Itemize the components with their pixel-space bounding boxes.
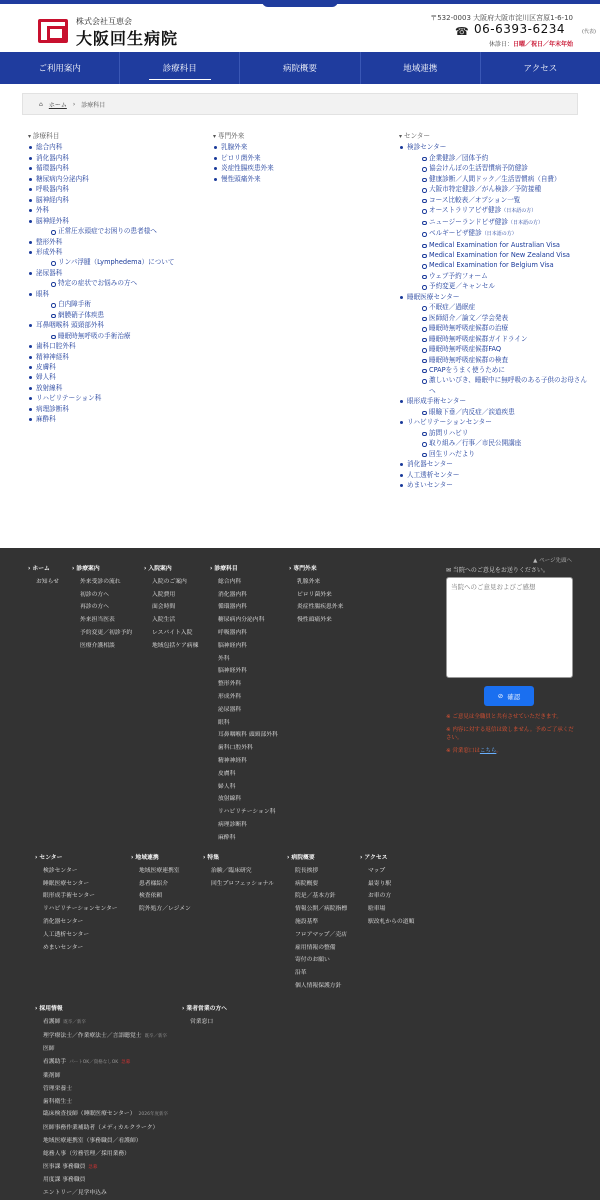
footer-link[interactable]: 病院概要 (295, 880, 319, 887)
sub-list-item[interactable] (399, 438, 589, 448)
footer-link[interactable]: 沿革 (295, 970, 307, 977)
item-label: 皮膚科 (36, 362, 56, 371)
item-label: ニュージーランドビザ健診 (429, 217, 508, 226)
list-item[interactable] (28, 320, 208, 330)
breadcrumb-sep: › (72, 100, 76, 108)
item-label: 予約変更／キャンセル (429, 282, 495, 291)
footer-link[interactable]: 個人情報保護方針 (295, 982, 342, 989)
item-label: Medical Examination for Belgium Visa (429, 261, 554, 270)
list-item[interactable] (28, 205, 208, 215)
item-label: 消化器内科 (36, 153, 69, 162)
sub-list-item[interactable] (28, 299, 208, 309)
submit-label: 確認 (507, 692, 521, 701)
footer-link[interactable]: 地域包括ケア病棟 (152, 642, 199, 649)
item-label: 炎症性腸疾患外来 (221, 164, 274, 173)
feedback-note-3 (446, 747, 576, 755)
footer-group (287, 852, 347, 993)
breadcrumb-current: 診療科目 (81, 101, 106, 109)
sub-list-item[interactable] (28, 226, 208, 236)
item-label: 泌尿器科 (36, 268, 63, 277)
sub-list-item[interactable] (399, 260, 589, 270)
sub-list-item[interactable] (399, 323, 589, 333)
footer-link[interactable]: 営業窓口 (190, 1018, 214, 1025)
sales-window-link[interactable]: こちら (479, 748, 497, 754)
list-item[interactable] (28, 383, 208, 393)
footer-link[interactable]: 脳神経外科 (218, 668, 247, 675)
footer-link-label: 用度課 事務職員 (43, 1177, 86, 1184)
footer-link[interactable]: 入院費用 (152, 591, 176, 598)
nav-about[interactable]: 病院概要 (240, 52, 360, 84)
footer-link[interactable]: フロアマップ／売店 (295, 931, 347, 938)
item-label: 耳鼻咽喉科 頭頸部外科 (36, 321, 105, 330)
footer-link[interactable]: 歯科口腔外科 (218, 745, 253, 752)
item-label: ベルギービザ健診 (429, 229, 482, 238)
corp-name: 株式会社互恵会 (76, 17, 132, 26)
departments-column (28, 131, 208, 425)
footer-link[interactable]: 皮膚科 (218, 770, 236, 777)
footer-link[interactable] (35, 1043, 168, 1056)
section-heading: ▾ 診療科目 (28, 131, 208, 142)
footer-link[interactable]: 治験／臨床研究 (211, 867, 252, 874)
footer-link-label: 管理栄養士 (43, 1085, 72, 1092)
footer-link[interactable]: めまいセンター (43, 944, 84, 951)
sub-list-item[interactable] (399, 449, 589, 459)
list-item[interactable] (28, 184, 208, 194)
footer-link[interactable]: 眼形成手術センター (43, 893, 95, 900)
footer-group-heading[interactable]: › 入院案内 (144, 563, 198, 576)
sub-list-item[interactable] (399, 217, 589, 228)
list-item[interactable] (28, 404, 208, 414)
footer-link-label: 看護助手 (43, 1059, 67, 1066)
section-heading: ▾ センター (399, 131, 589, 142)
sub-list-item[interactable] (399, 163, 589, 173)
list-item[interactable] (28, 247, 208, 257)
sub-list-item[interactable] (399, 195, 589, 205)
list-item[interactable] (213, 153, 393, 163)
item-label: 婦人科 (36, 373, 56, 382)
item-label: 人工透析センター (407, 470, 460, 479)
sub-list-item[interactable] (399, 407, 589, 417)
feedback-label: ✉ 当院へのご意見をお送りください。 (446, 567, 549, 574)
sub-list-item[interactable] (399, 228, 589, 239)
sub-list-item[interactable] (399, 355, 589, 365)
list-item[interactable] (399, 459, 589, 469)
list-item[interactable] (399, 396, 589, 406)
footer-link[interactable]: 呼吸器内科 (218, 629, 247, 636)
footer-link[interactable]: 患者様紹介 (139, 880, 168, 887)
footer-link[interactable]: 睡眠医療センター (43, 880, 90, 887)
footer-link[interactable]: 予約変更／初診予約 (80, 629, 133, 636)
item-label: 大阪市特定健診／がん検診／予防接種 (429, 185, 542, 194)
footer-group-heading[interactable]: › 診療案内 (72, 563, 132, 576)
footer-link[interactable]: ピロリ菌外来 (297, 591, 332, 598)
footer-link[interactable]: 雇用情報の整備 (295, 944, 336, 951)
footer-link[interactable]: 炎症性腸疾患外来 (297, 604, 344, 611)
sub-list-item[interactable] (399, 174, 589, 184)
item-label: めまいセンター (407, 480, 453, 489)
centers-column (399, 131, 589, 490)
sub-list-item[interactable] (399, 153, 589, 163)
footer-link[interactable] (35, 1148, 168, 1161)
sub-list-item[interactable] (28, 331, 208, 341)
footer-link[interactable]: お知らせ (36, 578, 60, 585)
footer-link[interactable] (35, 1122, 168, 1135)
sub-list-item[interactable] (399, 428, 589, 438)
footer-link[interactable]: 寄付のお願い (295, 957, 330, 964)
submit-button[interactable] (484, 686, 534, 706)
item-label: 外科 (36, 206, 50, 215)
item-label: CPAPをうまく使うために (429, 365, 505, 374)
sub-list-item[interactable] (399, 281, 589, 291)
sub-list-item[interactable] (399, 344, 589, 354)
breadcrumb-home[interactable]: ホーム (48, 101, 67, 109)
urgent-badge: 急募 (88, 1164, 98, 1170)
item-label: 睡眠時無呼吸症候群ガイドライン (429, 334, 528, 343)
item-label: 網膜硝子体疾患 (58, 310, 105, 319)
footer-link[interactable]: 乳腺外来 (297, 578, 321, 585)
footer-link[interactable]: 院是／基本方針 (295, 893, 336, 900)
item-label: 睡眠時無呼吸の手術治療 (58, 331, 131, 340)
list-item[interactable] (28, 142, 208, 152)
footer-link[interactable]: 施設基準 (295, 918, 319, 925)
item-label: 不眠症／過眠症 (429, 303, 476, 312)
item-label: 眼形成手術センター (407, 397, 467, 406)
footer-link[interactable] (35, 1096, 168, 1109)
check-circle-icon: ⊘ (497, 692, 504, 700)
list-item[interactable] (399, 142, 589, 152)
hospital-logo-icon[interactable] (38, 19, 68, 43)
item-label: 精神神経科 (36, 352, 69, 361)
footer-link-label: 地域医療連携室（事務職員／看護師） (43, 1137, 142, 1144)
sub-list-item[interactable] (399, 184, 589, 194)
footer-link[interactable]: 初診の方へ (80, 591, 109, 598)
list-item[interactable] (28, 174, 208, 184)
item-label: 睡眠時無呼吸症候群FAQ (429, 345, 502, 354)
footer-link[interactable] (35, 1174, 168, 1187)
list-item[interactable] (28, 362, 208, 372)
item-note: （日本語の方） (481, 231, 517, 238)
item-label: Medical Examination for New Zealand Visa (429, 250, 570, 259)
footer-link[interactable]: 婦人科 (218, 783, 236, 790)
footer-link[interactable] (35, 1187, 168, 1200)
footer-link[interactable]: 回生プロフェッショナル (211, 880, 275, 887)
footer-group-heading[interactable]: › 採用情報 (35, 1003, 168, 1016)
footer-link[interactable] (35, 1070, 168, 1083)
item-label: 眼瞼下垂／内反症／涙道疾患 (429, 407, 515, 416)
item-label: 企業健診／団体予約 (429, 153, 489, 162)
footer-link[interactable]: 外来受診の流れ (80, 578, 121, 585)
list-item[interactable] (399, 417, 589, 427)
item-label: 特定の症状でお悩みの方へ (58, 279, 138, 288)
footer-link[interactable]: マップ (368, 867, 386, 874)
item-label: 睡眠時無呼吸症候群の検査 (429, 355, 509, 364)
footer-link[interactable] (35, 1135, 168, 1148)
holiday-value: 日曜／祝日／年末年始 (512, 41, 573, 48)
item-label: 睡眠医療センター (407, 292, 460, 301)
item-label: 健康診断／人間ドック／生活習慣病（自費） (429, 174, 561, 183)
item-label: 呼吸器内科 (36, 185, 69, 194)
footer (0, 548, 600, 1200)
item-note: （日本語の方） (501, 208, 537, 215)
footer-link[interactable]: 外来担当医表 (80, 617, 115, 624)
list-item[interactable] (28, 163, 208, 173)
list-item[interactable] (399, 470, 589, 480)
home-icon[interactable]: ⌂ (39, 100, 43, 108)
item-label: 取り組み／行事／市民公開講座 (429, 439, 522, 448)
feedback-note-3-suffix: 。 (496, 748, 502, 754)
phone-number[interactable]: 06-6393-6234 (474, 22, 566, 36)
item-label: 整形外科 (36, 237, 63, 246)
nav-community[interactable]: 地域連携 (361, 52, 481, 84)
item-label: 消化器センター (407, 460, 453, 469)
item-label: 循環器内科 (36, 164, 69, 173)
footer-link[interactable]: 病理診断科 (218, 821, 247, 828)
footer-group (144, 563, 198, 653)
footer-group (289, 563, 343, 627)
item-label: リンパ浮腫（Lymphedema）について (58, 258, 175, 267)
footer-link[interactable] (35, 1056, 168, 1070)
footer-link[interactable]: 院長挨拶 (295, 867, 319, 874)
item-label: Medical Examination for Australian Visa (429, 240, 560, 249)
footer-link[interactable]: 眼科 (218, 719, 230, 726)
breadcrumb (22, 93, 578, 115)
item-label: 歯科口腔外科 (36, 342, 76, 351)
footer-link[interactable]: 駅改札からの道順 (368, 918, 415, 925)
back-to-top-link[interactable]: ▲ ページ先頭へ (533, 558, 572, 564)
item-label: ピロリ菌外来 (221, 153, 261, 162)
list-item[interactable] (28, 289, 208, 299)
footer-link[interactable]: 入院生活 (152, 617, 176, 624)
footer-group (203, 852, 274, 890)
item-label: 眼科 (36, 289, 50, 298)
item-label: 総合内科 (36, 143, 63, 152)
item-label: 形成外科 (36, 247, 63, 256)
item-label: 回生リハだより (429, 449, 475, 458)
sub-list-item[interactable] (399, 250, 589, 260)
sub-list-item[interactable] (399, 240, 589, 250)
top-accent-tab (262, 0, 338, 7)
footer-group-heading[interactable]: › ホーム (28, 563, 59, 576)
footer-group-heading[interactable]: › 専門外来 (289, 563, 343, 576)
holiday-info (489, 39, 573, 48)
footer-group (131, 852, 191, 916)
footer-link[interactable]: 最寄り駅 (368, 880, 392, 887)
footer-link[interactable]: 検査依頼 (139, 893, 163, 900)
feedback-note-3-text: ※ 営業窓口は (446, 748, 480, 754)
footer-link[interactable]: 医療介護相談 (80, 642, 115, 649)
list-item[interactable] (399, 480, 589, 490)
footer-link[interactable]: 整形外科 (218, 681, 242, 688)
footer-group-heading[interactable]: › アクセス (360, 852, 414, 865)
footer-group (72, 563, 132, 653)
footer-group-heading[interactable]: › 業者営業の方へ (182, 1003, 227, 1016)
footer-group-heading[interactable]: › 病院概要 (287, 852, 347, 865)
footer-link[interactable]: お車の方 (368, 893, 392, 900)
item-label: 糖尿病内分泌内科 (36, 174, 89, 183)
list-item[interactable] (28, 352, 208, 362)
footer-group-heading[interactable]: › 地域連携 (131, 852, 191, 865)
footer-link[interactable]: 総合内科 (218, 578, 242, 585)
footer-link[interactable]: 面会時間 (152, 604, 176, 611)
item-label: 検診センター (407, 143, 447, 152)
feedback-note-1: ※ ご意見は全職員と共有させていただきます。 (446, 714, 562, 720)
footer-link-label: 歯科衛生士 (43, 1098, 72, 1105)
list-item[interactable] (213, 174, 393, 184)
item-label: オーストラリアビザ健診 (429, 206, 502, 215)
sub-list-item[interactable] (28, 278, 208, 288)
phone-note: (代表) (582, 29, 596, 35)
footer-link-note: 2026年度新卒 (138, 1112, 168, 1118)
footer-link[interactable] (35, 1083, 168, 1096)
sub-list-item[interactable] (399, 334, 589, 344)
main-nav (0, 52, 600, 84)
footer-link[interactable]: レスパイト入院 (152, 629, 193, 636)
sub-list-item[interactable] (399, 313, 589, 323)
footer-link[interactable]: 慢性頭痛外来 (297, 617, 332, 624)
section-heading: ▾ 専門外来 (213, 131, 393, 142)
footer-group (210, 563, 278, 845)
item-label: 慢性頭痛外来 (221, 174, 261, 183)
footer-link[interactable]: 地域医療連携室 (139, 867, 180, 874)
sub-list-item[interactable] (399, 375, 589, 396)
item-label: 激しいいびき、睡眠中に無呼吸のある子供のお母さんへ (429, 376, 587, 395)
list-item[interactable] (28, 153, 208, 163)
footer-group (28, 563, 59, 589)
footer-group (35, 852, 118, 954)
footer-link-label: エントリー／見学申込み (43, 1190, 107, 1197)
list-item[interactable] (213, 163, 393, 173)
list-item[interactable] (28, 268, 208, 278)
sub-list-item[interactable] (28, 310, 208, 320)
footer-link[interactable]: 精神神経科 (218, 757, 247, 764)
footer-group (360, 852, 414, 929)
footer-link[interactable] (35, 1016, 168, 1030)
item-label: 白内障手術 (58, 300, 91, 309)
footer-link-label: 医事課 事務職員 (43, 1163, 86, 1170)
footer-link[interactable]: リハビリテーションセンター (43, 906, 118, 913)
footer-group (182, 1003, 227, 1029)
item-label: リハビリテーション科 (36, 394, 102, 403)
footer-link[interactable]: 脳神経内科 (218, 642, 247, 649)
list-item[interactable] (28, 372, 208, 382)
list-item[interactable] (28, 216, 208, 226)
footer-link[interactable]: 人工透析センター (43, 931, 90, 938)
footer-link-note: 既卒／新卒 (144, 1033, 168, 1039)
footer-link[interactable] (35, 1161, 168, 1175)
footer-link-note: パートOK／資格なしOK (69, 1060, 119, 1066)
footer-link[interactable]: 再診の方へ (80, 604, 109, 611)
footer-link[interactable]: 入院のご案内 (152, 578, 187, 585)
footer-group-heading[interactable]: › 診療科目 (210, 563, 278, 576)
item-label: 訪問リハビリ (429, 428, 469, 437)
footer-link[interactable]: 駐車場 (368, 906, 386, 913)
footer-link[interactable]: 泌尿器科 (218, 706, 242, 713)
footer-link[interactable]: 放射線科 (218, 796, 242, 803)
nav-departments[interactable]: 診療科目 (120, 52, 240, 84)
nav-access[interactable]: アクセス (523, 64, 558, 74)
footer-link[interactable]: 消化器内科 (218, 591, 247, 598)
footer-link[interactable]: 院外処方／レジメン (139, 906, 191, 913)
footer-link[interactable]: 糖尿病内分泌内科 (218, 617, 265, 624)
feedback-textarea[interactable] (446, 577, 573, 678)
sub-list-item[interactable] (399, 365, 589, 375)
footer-link-label: 理学療法士／作業療法士／言語聴覚士 (43, 1032, 142, 1039)
item-label: 協会けんぽの生活習慣病予防健診 (429, 164, 528, 173)
footer-link-label: 医師 (43, 1046, 55, 1053)
footer-link[interactable]: 耳鼻咽喉科 頭頸部外科 (218, 732, 278, 739)
item-label: コース比較表／オプション一覧 (429, 195, 521, 204)
footer-link-label: 医師事務作業補助者（メディカルクラーク） (43, 1125, 159, 1132)
item-label: 放射線科 (36, 383, 63, 392)
specialty-column (213, 131, 393, 184)
list-item[interactable] (213, 142, 393, 152)
footer-link-note: 既卒／新卒 (63, 1019, 86, 1025)
list-item[interactable] (28, 237, 208, 247)
sub-list-item[interactable] (28, 257, 208, 267)
footer-link[interactable]: リハビリテーション科 (218, 809, 276, 816)
footer-link[interactable]: 外科 (218, 655, 230, 662)
feedback-note-2: ※ 内容に対する返信は致しません。予めご了承ください。 (446, 727, 574, 741)
holiday-label: 休診日： (488, 41, 513, 48)
footer-link-label: 看護師 (43, 1018, 61, 1025)
footer-group-heading[interactable]: › 特集 (203, 852, 274, 865)
item-label: 睡眠時無呼吸症候群の治療 (429, 324, 509, 333)
footer-link[interactable]: 検診センター (43, 867, 78, 874)
urgent-badge: 急募 (121, 1060, 131, 1066)
item-label: ウェブ予約フォーム (429, 271, 488, 280)
list-item[interactable] (28, 195, 208, 205)
item-label: 病理診断科 (36, 404, 69, 413)
footer-link[interactable]: 形成外科 (218, 693, 242, 700)
list-item[interactable] (28, 341, 208, 351)
footer-link[interactable]: 循環器内科 (218, 604, 247, 611)
item-label: 乳腺外来 (221, 143, 248, 152)
sub-list-item[interactable] (399, 205, 589, 216)
address: 〒532-0003 大阪府大阪市淀川区宮原1-6-10 (430, 14, 573, 22)
footer-link[interactable]: 麻酔科 (218, 834, 236, 841)
footer-link-label: 薬剤師 (43, 1072, 61, 1079)
footer-link[interactable]: 情報公開／病院指標 (295, 906, 348, 913)
item-label: 脳神経外科 (36, 216, 69, 225)
footer-link-label: 臨床検査技師（睡眠医療センター） (43, 1111, 136, 1118)
item-label: 麻酔科 (36, 415, 56, 424)
footer-group-heading[interactable]: › センター (35, 852, 118, 865)
sub-list-item[interactable] (399, 271, 589, 281)
footer-link[interactable]: 消化器センター (43, 918, 84, 925)
nav-guide[interactable]: ご利用案内 (0, 52, 120, 84)
list-item[interactable] (28, 414, 208, 424)
list-item[interactable] (399, 292, 589, 302)
footer-group (35, 1003, 168, 1200)
item-note: （日本語の方） (508, 219, 544, 226)
item-label: 脳神経内科 (36, 195, 69, 204)
phone-icon: ☎ (455, 25, 469, 38)
item-label: 正常圧水頭症でお困りの患者様へ (58, 227, 157, 236)
hospital-name[interactable]: 大阪回生病院 (76, 29, 179, 48)
footer-link[interactable] (35, 1030, 168, 1044)
footer-link[interactable] (35, 1108, 168, 1122)
item-label: 医師紹介／論文／学会発表 (429, 313, 509, 322)
list-item[interactable] (28, 393, 208, 403)
footer-link-label: 総務人事（労務管理／採用業務） (43, 1150, 130, 1157)
sub-list-item[interactable] (399, 302, 589, 312)
item-label: リハビリテーションセンター (407, 418, 492, 427)
